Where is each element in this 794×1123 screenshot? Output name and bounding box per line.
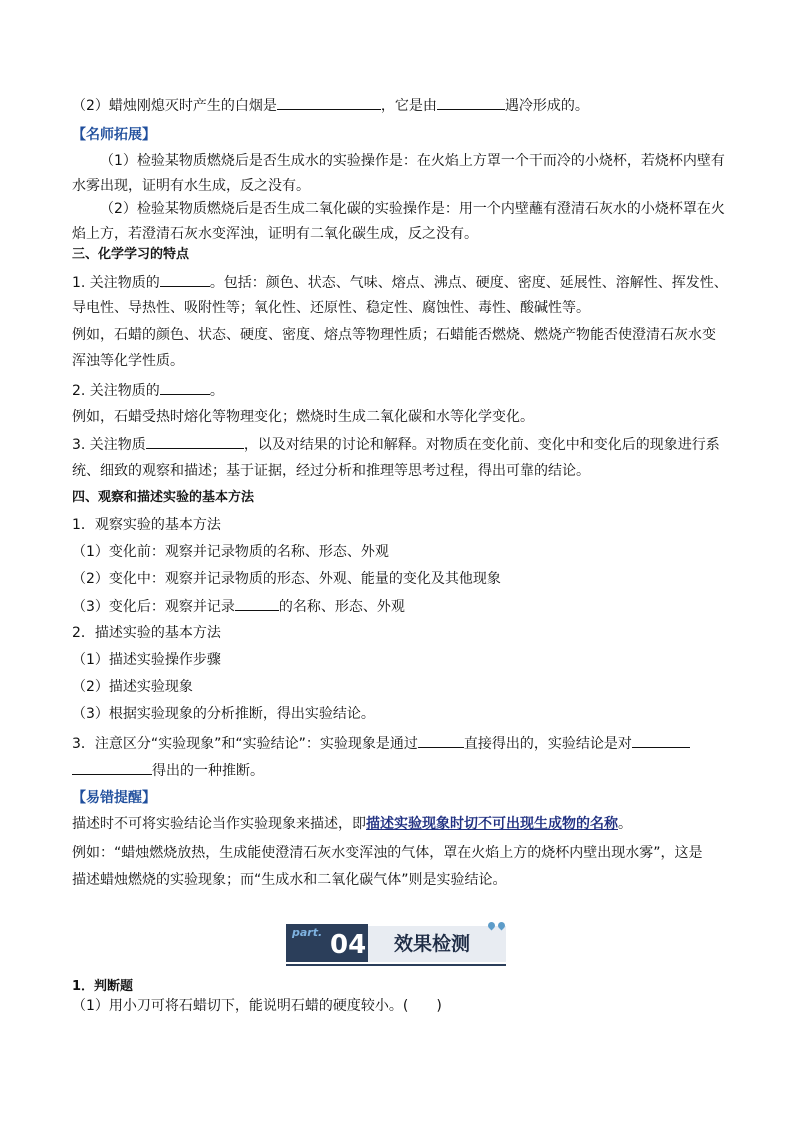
item-text: 1. 关注物质的: [72, 275, 160, 291]
item-text: 3．注意区分“实验现象”和“实验结论”：实验现象是通过: [72, 736, 418, 752]
section-4-item-3-line-2: [72, 760, 264, 781]
item-text: 。包括：颜色、状态、气味、熔点、沸点、硬度、密度、延展性、溶解性、挥发性、: [209, 275, 728, 291]
section-4-item-2b: （2）描述实验现象: [72, 679, 193, 695]
answer-blank[interactable]: [235, 596, 279, 611]
item-text: 3. 关注物质: [72, 437, 146, 453]
section-4-item-2c: （3）根据实验现象的分析推断，得出实验结论。: [72, 706, 375, 722]
section-3-item-1-example-2: 浑浊等化学性质。: [72, 353, 184, 369]
section-4-item-1c: [72, 596, 405, 617]
answer-blank[interactable]: [418, 733, 464, 748]
banner-part-word: part.: [292, 926, 323, 939]
item-text: 2. 关注物质的: [72, 383, 160, 399]
expand-paragraph-1-line-2: 水雾出现，证明有水生成，反之没有。: [72, 178, 310, 194]
section-4-subheading-1: 1．观察实验的基本方法: [72, 517, 221, 533]
warning-text: 。: [618, 816, 632, 832]
section-3-item-3-line-2: 统、细致的观察和描述；基于证据，经过分析和推理等思考过程，得出可靠的结论。: [72, 463, 590, 479]
section-3-item-1-line-2: 导电性、导热性、吸附性等；氧化性、还原性、稳定性、腐蚀性、毒性、酸碱性等。: [72, 300, 590, 316]
question-text: ，它是由: [380, 98, 437, 114]
expand-paragraph-2-line-2: 焰上方，若澄清石灰水变浑浊，证明有二氧化碳生成，反之没有。: [72, 226, 478, 242]
section-3-item-3: [72, 434, 720, 455]
section-4-item-2a: （1）描述实验操作步骤: [72, 652, 221, 668]
expand-heading: 【名师拓展】: [72, 127, 156, 143]
section-3-item-1: [72, 272, 728, 293]
quiz-question-1: （1）用小刀可将石蜡切下，能说明石蜡的硬度较小。( ): [72, 998, 442, 1014]
answer-blank[interactable]: [160, 380, 210, 395]
expand-paragraph-2-line-1: （2）检验某物质燃烧后是否生成二氧化碳的实验操作是：用一个内壁蘸有澄清石灰水的小烧杯罩在火: [100, 201, 725, 217]
section-4-heading: 四、观察和描述实验的基本方法: [72, 490, 255, 505]
warning-line-3: 描述蜡烛燃烧的实验现象；而“生成水和二氧化碳气体”则是实验结论。: [72, 872, 507, 888]
answer-blank[interactable]: [72, 760, 152, 775]
answer-blank[interactable]: [277, 95, 381, 110]
item-text: 直接得出的，实验结论是对: [463, 736, 632, 752]
question-white-smoke: [72, 95, 589, 116]
section-4-item-1a: （1）变化前：观察并记录物质的名称、形态、外观: [72, 544, 389, 560]
warning-line-2: 例如：“蜡烛燃烧放热，生成能使澄清石灰水变浑浊的气体，罩在火焰上方的烧杯内壁出现水雾”，这是: [72, 845, 703, 861]
item-text: （3）变化后：观察并记录: [72, 599, 235, 615]
banner-underline: [286, 964, 506, 966]
answer-blank[interactable]: [437, 95, 505, 110]
question-text: （2）蜡烛刚熄灭时产生的白烟是: [72, 98, 277, 114]
banner-part-block: [286, 924, 368, 962]
warning-line-1: [72, 814, 632, 834]
section-3-item-2-example: 例如，石蜡受热时熔化等物理变化；燃烧时生成二氧化碳和水等化学变化。: [72, 409, 534, 425]
banner-title: 效果检测: [394, 933, 471, 955]
answer-blank[interactable]: [146, 434, 244, 449]
section-4-item-1b: （2）变化中：观察并记录物质的形态、外观、能量的变化及其他现象: [72, 571, 501, 587]
section-banner: [286, 920, 506, 966]
item-text: 。: [209, 383, 224, 399]
answer-blank[interactable]: [632, 733, 690, 748]
warning-text: 描述时不可将实验结论当作实验现象来描述，即: [72, 816, 366, 832]
question-text: 遇冷形成的。: [504, 98, 589, 114]
section-3-item-1-example-1: 例如，石蜡的颜色、状态、硬度、密度、熔点等物理性质；石蜡能否燃烧、燃烧产物能否使澄清石灰水变: [72, 327, 716, 343]
answer-blank[interactable]: [160, 272, 210, 287]
expand-paragraph-1-line-1: （1）检验某物质燃烧后是否生成水的实验操作是：在火焰上方罩一个干而冷的小烧杯，若烧杯内壁有: [100, 153, 725, 169]
item-text: 得出的一种推断。: [152, 763, 264, 779]
warning-heading: 【易错提醒】: [72, 790, 156, 806]
warning-emphasis: 描述实验现象时切不可出现生成物的名称: [366, 816, 618, 832]
item-text: ，以及对结果的讨论和解释。对物质在变化前、变化中和变化后的现象进行系: [243, 437, 720, 453]
section-4-subheading-2: 2．描述实验的基本方法: [72, 625, 221, 641]
item-text: 的名称、形态、外观: [278, 599, 405, 615]
section-4-item-3: [72, 733, 690, 754]
section-3-item-2: [72, 380, 224, 401]
banner-part-number: 04: [330, 930, 367, 960]
section-3-heading: 三、化学学习的特点: [72, 247, 190, 262]
quiz-heading: 1．判断题: [72, 979, 134, 994]
